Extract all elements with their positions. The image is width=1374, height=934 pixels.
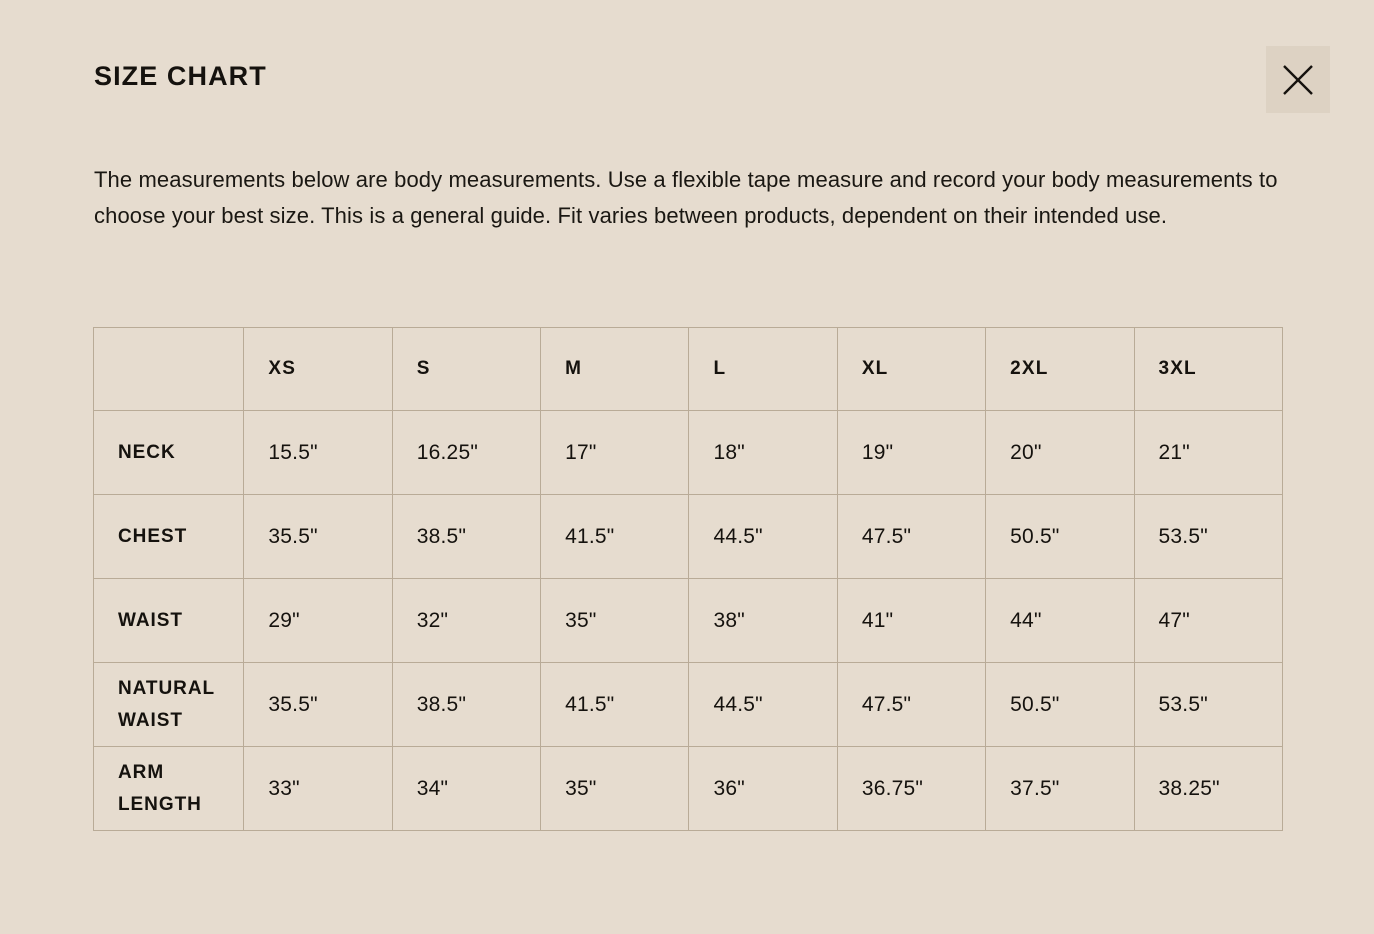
cell-arm-length-m: 35" [541,747,689,831]
cell-waist-l: 38" [689,579,837,663]
row-label-arm-length: ARM LENGTH [94,747,244,831]
row-label-waist: WAIST [94,579,244,663]
cell-waist-xl: 41" [837,579,985,663]
cell-waist-xs: 29" [244,579,392,663]
cell-waist-m: 35" [541,579,689,663]
table-row [94,579,1283,663]
cell-arm-length-l: 36" [689,747,837,831]
table-header-row [94,328,1283,411]
cell-waist-3xl: 47" [1134,579,1282,663]
cell-neck-3xl: 21" [1134,411,1282,495]
cell-natural-waist-xs: 35.5" [244,663,392,747]
column-header-3xl: 3XL [1134,328,1282,411]
column-header-s: S [392,328,540,411]
row-label-chest: CHEST [94,495,244,579]
cell-waist-s: 32" [392,579,540,663]
cell-chest-s: 38.5" [392,495,540,579]
table-row [94,663,1283,747]
cell-chest-xs: 35.5" [244,495,392,579]
cell-arm-length-2xl: 37.5" [986,747,1134,831]
row-label-natural-waist: NATURAL WAIST [94,663,244,747]
cell-natural-waist-l: 44.5" [689,663,837,747]
cell-neck-s: 16.25" [392,411,540,495]
cell-arm-length-xl: 36.75" [837,747,985,831]
page-title: SIZE CHART [94,61,267,91]
cell-arm-length-s: 34" [392,747,540,831]
cell-waist-2xl: 44" [986,579,1134,663]
cell-chest-m: 41.5" [541,495,689,579]
size-chart-table [93,327,1283,831]
cell-arm-length-xs: 33" [244,747,392,831]
table-row [94,411,1283,495]
column-header-xl: XL [837,328,985,411]
cell-natural-waist-2xl: 50.5" [986,663,1134,747]
cell-chest-3xl: 53.5" [1134,495,1282,579]
cell-chest-2xl: 50.5" [986,495,1134,579]
cell-natural-waist-xl: 47.5" [837,663,985,747]
row-label-neck: NECK [94,411,244,495]
cell-natural-waist-3xl: 53.5" [1134,663,1282,747]
table-body [94,411,1283,831]
close-button[interactable] [1266,46,1330,113]
cell-natural-waist-m: 41.5" [541,663,689,747]
intro-text: The measurements below are body measurements. Use a flexible tape measure and record your body measurements to choose your best size. This is a general guide. Fit varies between products, dependent on their intended use. [94,167,1278,228]
cell-neck-xl: 19" [837,411,985,495]
column-header-xs: XS [244,328,392,411]
cell-chest-xl: 47.5" [837,495,985,579]
cell-neck-l: 18" [689,411,837,495]
column-header-l: L [689,328,837,411]
table-row [94,747,1283,831]
table-header [94,328,1283,411]
cell-neck-xs: 15.5" [244,411,392,495]
cell-neck-m: 17" [541,411,689,495]
cell-natural-waist-s: 38.5" [392,663,540,747]
column-header-2xl: 2XL [986,328,1134,411]
column-header-m: M [541,328,689,411]
cell-chest-l: 44.5" [689,495,837,579]
table-row [94,495,1283,579]
cell-arm-length-3xl: 38.25" [1134,747,1282,831]
size-chart-table-wrapper [93,327,1283,831]
cell-neck-2xl: 20" [986,411,1134,495]
table-corner-cell [94,328,244,411]
close-icon [1281,63,1315,97]
